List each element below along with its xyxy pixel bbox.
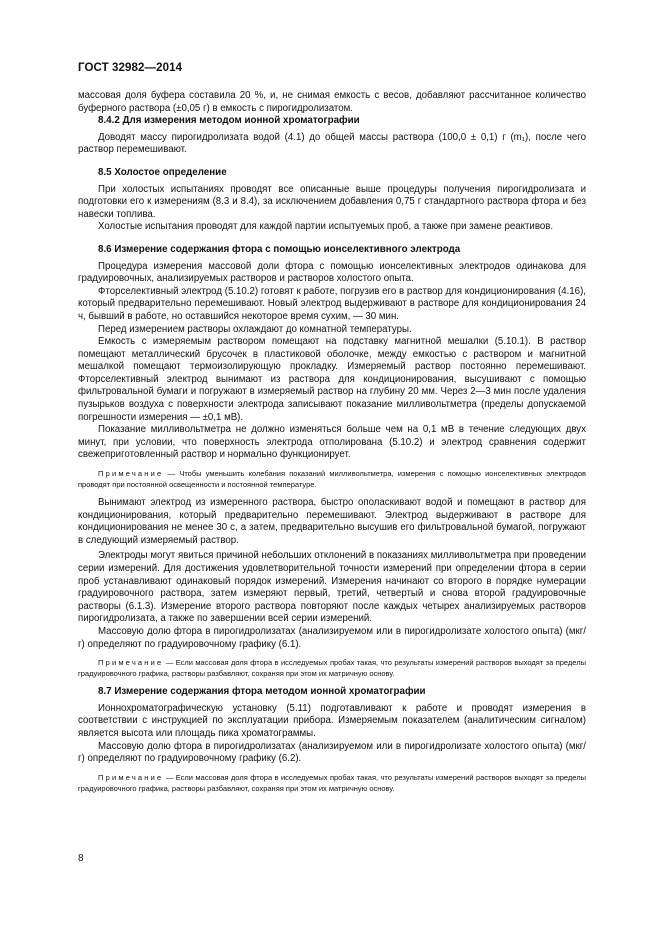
paragraph-8-6-1: Процедура измерения массовой доли фтора с помощью ионселективных электродов одинакова для градуировочных, анализируемых растворов и растворов холостого опыта.: [78, 260, 586, 285]
document-header: ГОСТ 32982—2014: [78, 62, 183, 74]
paragraph-8-6-4: Емкость с измеряемым раствором помещают на подставку магнитной мешалки (5.10.1). В раствор помещают металлический брусочек в пластиковой оболочке, между емкостью с раствором и магнитной мешалкой помещают термоизолирующую прокладку. Измеряемый раствор постоянно перемешивают. Фторселективный электрод вынимают из раствора для кондиционирования, высушивают с помощью фильтровальной бумаги и погружают в измеряемый раствор на глубину 20 мм. Через 2—3 мин после удаления пузырьков воздуха с поверхности электрода записывают показание милливольтметра (пределы допускаемой погрешности измерения — ±0,1 мВ).: [78, 336, 586, 423]
note-2-text: — Если массовая доля фтора в исследуемых пробах такая, что результаты измерений растворов выходят за пределы градуировочного графика, растворы разбавляют, сохраняя при этом их матричную основу.: [78, 658, 586, 679]
paragraph-8-6-2: Фторселективный электрод (5.10.2) готовят к работе, погрузив его в раствор для кондиционирования (4.16), который предварительно перемешивают. Новый электрод выдерживают в растворе для кондиционирования 24 ч, бывший в работе, но оставшийся некоторое время сухим, — 30 мин.: [78, 285, 586, 322]
note-2: [78, 657, 586, 679]
note-1-text: — Чтобы уменьшить колебания показаний милливольтметра, измерения с помощью ионселективных электродов проводят при постоянной освещенности и постоянной температуре.: [78, 469, 586, 490]
note-3: [78, 772, 586, 794]
note-3-text: — Если массовая доля фтора в исследуемых пробах такая, что результаты измерений растворов выходят за пределы градуировочного графика, растворы разбавляют, сохраняя при этом их матричную основу.: [78, 772, 586, 793]
page-number: 8: [78, 853, 84, 864]
paragraph-8-7-1: Ионнохроматографическую установку (5.11) подготавливают к работе и проводят измерения в соответствии с инструкцией по эксплуатации прибора. Измеряемым показателем (аналитическим сигналом) является высота или площадь пика хроматограммы.: [78, 702, 586, 739]
heading-8-7: 8.7 Измерение содержания фтора методом ионной хроматографии: [98, 686, 426, 698]
note-1: [78, 468, 586, 490]
note-label: Примечание: [98, 469, 164, 479]
intro-paragraph: массовая доля буфера составила 20 %, и, не снимая емкость с весов, добавляют рассчитанное количество буферного раствора (±0,05 г) в емкость с пирогидролизатом.: [78, 90, 586, 114]
paragraph-8-6-8: Массовую долю фтора в пирогидролизатах (анализируемом или в пирогидролизате холостого опыта) (мкг/г) определяют по градуировочному графику (6.1).: [78, 625, 586, 650]
heading-8-6: 8.6 Измерение содержания фтора с помощью ионселективного электрода: [98, 243, 461, 255]
heading-8-5: 8.5 Холостое определение: [98, 166, 227, 178]
document-page: [78, 62, 586, 801]
paragraph-8-6-3: Перед измерением растворы охлаждают до комнатной температуры.: [98, 323, 412, 335]
paragraph-8-5-1: При холостых испытаниях проводят все описанные выше процедуры получения пирогидролизата и подготовки его к измерениям (8.3 и 8.4), за исключением добавления 0,75 г стандартного раствора фтора и без навески топлива.: [78, 183, 586, 220]
paragraph-8-4-2: Доводят массу пирогидролизата водой (4.1) до общей массы раствора (100,0 ± 0,1) г (m₁), после чего раствор перемешивают.: [78, 131, 586, 156]
paragraph-8-7-2: Массовую долю фтора в пирогидролизатах (анализируемом или в пирогидролизате холостого опыта) (мкг/г) определяют по градуировочному графику (6.2).: [78, 740, 586, 765]
paragraph-8-5-2: Холостые испытания проводят для каждой партии испытуемых проб, а также при замене реактивов.: [98, 221, 554, 233]
note-label: Примечание: [98, 658, 164, 668]
note-label: Примечание: [98, 772, 164, 782]
heading-8-4-2: 8.4.2 Для измерения методом ионной хроматографии: [98, 115, 360, 127]
paragraph-8-6-6: Вынимают электрод из измеренного раствора, быстро ополаскивают водой и помещают в раствор для кондиционирования, который предварительно перемешивают. Электрод выдерживают в растворе для кондиционирования не менее 30 с, а затем, предварительно высушив его фильтровальной бумагой, погружают в следующий измеряемый раствор.: [78, 497, 586, 546]
paragraph-8-6-5: Показание милливольтметра не должно изменяться больше чем на 0,1 мВ в течение следующих двух минут, при условии, что поверхность электрода отполирована (5.10.2) и электрод сравнения содержит свежеприготовленный раствор и нормально функционирует.: [78, 424, 586, 461]
paragraph-8-6-7: Электроды могут явиться причиной небольших отклонений в показаниях милливольтметра при проведении серии измерений. Для достижения удовлетворительной точности измерений при определении фтора в серии проб устанавливают одинаковый порядок измерений. Измерения начинают со второго в порядке нумерации градуировочного раствора, затем измеряют первый, третий, четвертый и снова второй градуировочные растворы (6.1.3). Измерение второго раствора повторяют после каждых четырех анализируемых растворов пирогидролизата, а также по завершении всей серии измерений.: [78, 550, 586, 625]
